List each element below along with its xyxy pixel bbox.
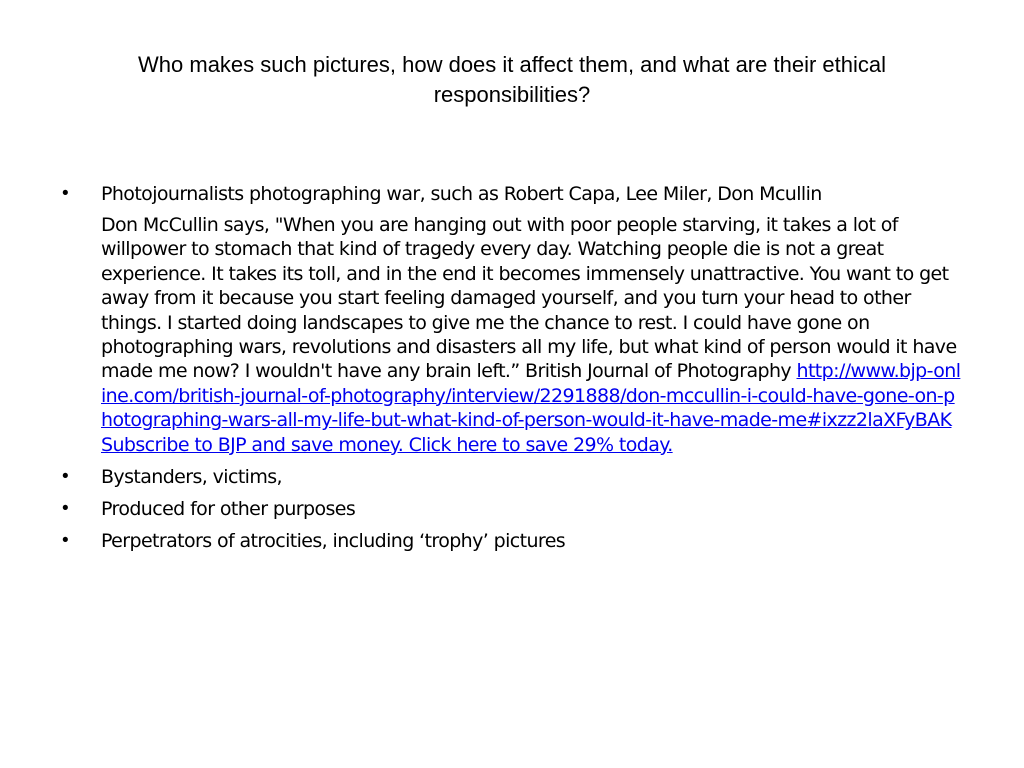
slide-content bbox=[60, 182, 965, 553]
quote-text: Don McCullin says, "When you are hanging out with poor people starving, it takes a lot of willpower to stomach that kind of tragedy every day. Watching people die is not a great experience. It takes its toll, and in the end it becomes immensely unattractive. You want to get away from it because you start feeling damaged yourself, and you turn your head to other things. I started doing landscapes to give me the chance to rest. I could have gone on photographing wars, revolutions and disasters all my life, but what kind of person would it have made me now? I wouldn't have any brain left.” British Journal of Photography bbox=[101, 214, 957, 383]
bullet-item-bystanders bbox=[60, 465, 965, 489]
bullet-icon: • bbox=[62, 466, 69, 488]
bullet-text: Perpetrators of atrocities, including ‘trophy’ pictures bbox=[101, 530, 566, 553]
bullet-icon: • bbox=[62, 183, 69, 204]
bullet-icon: • bbox=[62, 530, 69, 552]
bullet-item-photojournalists bbox=[60, 182, 965, 206]
quote-paragraph bbox=[60, 213, 965, 457]
bullet-item-other-purposes bbox=[60, 497, 965, 521]
bullet-icon: • bbox=[62, 498, 69, 520]
bullet-item-perpetrators bbox=[60, 529, 965, 553]
bullet-text: Bystanders, victims, bbox=[101, 466, 282, 489]
bjp-article-link[interactable]: http://www.bjp-online.com/british-journal-of-photography/interview/2291888/don-mccullin-i-could-have-gone-on-photographing-wars-all-my-life-but-what-kind-of-person-would-it-have-made-me#ixzz2laXFyBAK Subscribe to BJP and save money. Click here to save 29% today. bbox=[101, 360, 961, 456]
bullet-text: Photojournalists photographing war, such as Robert Capa, Lee Miler, Don Mcullin bbox=[101, 183, 822, 205]
bullet-text: Produced for other purposes bbox=[101, 498, 356, 521]
slide-title: Who makes such pictures, how does it affect them, and what are their ethical responsibilities? bbox=[138, 52, 886, 107]
